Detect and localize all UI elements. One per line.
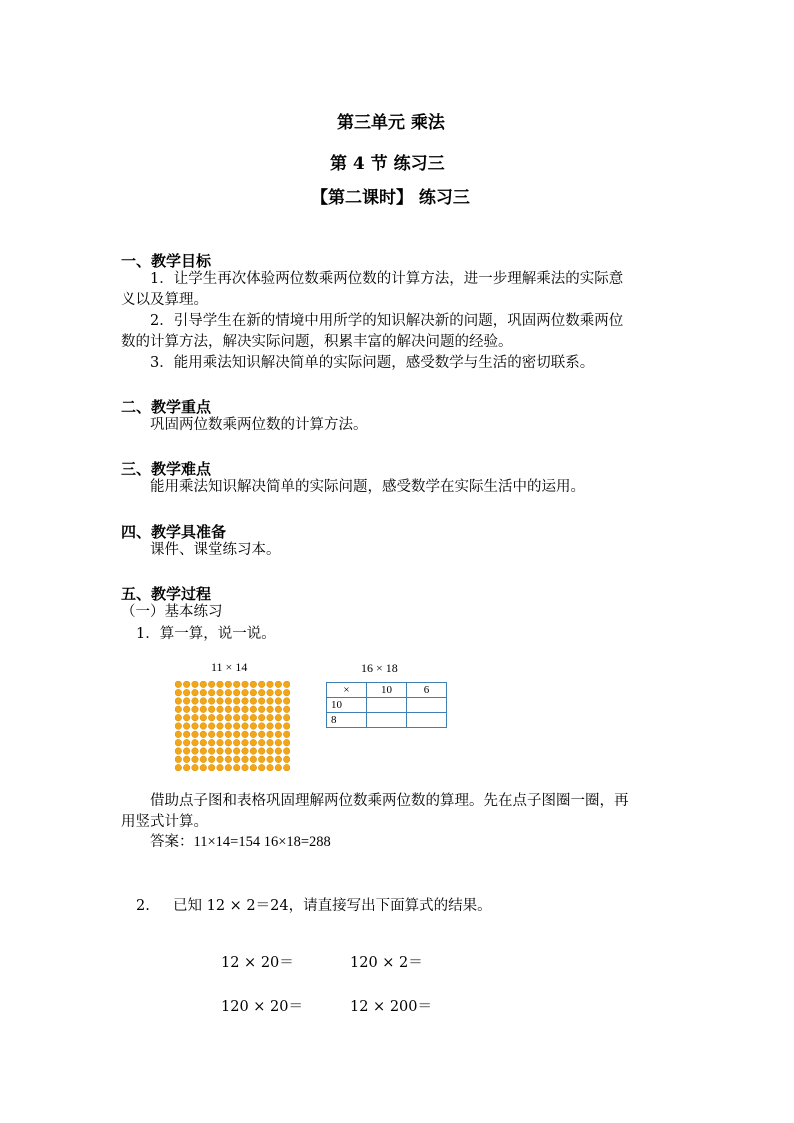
dot: [283, 764, 290, 771]
dot: [233, 689, 240, 696]
dot: [242, 706, 249, 713]
dot: [175, 756, 182, 763]
table-row: [327, 683, 447, 698]
dot: [200, 723, 207, 730]
dot: [242, 689, 249, 696]
dot: [217, 731, 224, 738]
dot: [225, 764, 232, 771]
dot: [217, 689, 224, 696]
dot: [208, 764, 215, 771]
dot: [258, 739, 265, 746]
dot: [192, 689, 199, 696]
table-cell: ×: [327, 683, 367, 698]
dot: [275, 714, 282, 721]
dot: [242, 681, 249, 688]
dot: [275, 681, 282, 688]
dot: [183, 706, 190, 713]
dot: [217, 706, 224, 713]
expression-4: 12 × 200＝: [350, 999, 432, 1015]
dot: [233, 748, 240, 755]
dot: [192, 723, 199, 730]
dot: [250, 731, 257, 738]
dot: [275, 731, 282, 738]
key-points-text: 巩固两位数乘两位数的计算方法。: [150, 417, 368, 433]
dot: [183, 689, 190, 696]
dot: [283, 698, 290, 705]
dot: [250, 698, 257, 705]
dot: [200, 756, 207, 763]
note-line-2: 用竖式计算。: [121, 814, 208, 830]
dot: [258, 764, 265, 771]
dot: [250, 681, 257, 688]
dot: [208, 756, 215, 763]
dot: [283, 739, 290, 746]
dot: [192, 739, 199, 746]
table-row: [327, 698, 447, 713]
dot: [183, 681, 190, 688]
dot: [233, 681, 240, 688]
dot: [275, 739, 282, 746]
process-subheading: （一）基本练习: [121, 604, 223, 620]
dot: [267, 698, 274, 705]
dot: [233, 723, 240, 730]
dot: [183, 714, 190, 721]
dot: [233, 698, 240, 705]
question-2-number: 2.: [136, 898, 150, 914]
dot: [200, 706, 207, 713]
dot: [242, 764, 249, 771]
dot: [275, 698, 282, 705]
dot: [233, 739, 240, 746]
dot: [183, 748, 190, 755]
dot: [242, 723, 249, 730]
dot: [275, 756, 282, 763]
dot: [217, 756, 224, 763]
dot: [200, 739, 207, 746]
dot: [275, 706, 282, 713]
dot: [175, 689, 182, 696]
dot: [225, 739, 232, 746]
dot: [258, 714, 265, 721]
dot: [192, 714, 199, 721]
key-points-heading: 二、教学重点: [121, 398, 212, 416]
dot-array-figure: [175, 681, 290, 771]
dot: [250, 714, 257, 721]
dot: [283, 706, 290, 713]
dot: [192, 748, 199, 755]
dot: [183, 731, 190, 738]
dot: [175, 723, 182, 730]
dot: [183, 723, 190, 730]
table-cell: [407, 713, 447, 728]
table-figure-label: 16 × 18: [361, 661, 398, 675]
dot: [175, 764, 182, 771]
dot: [267, 739, 274, 746]
table-cell: 6: [407, 683, 447, 698]
dot: [217, 739, 224, 746]
dot: [208, 731, 215, 738]
dot: [183, 756, 190, 763]
dot: [175, 748, 182, 755]
dot: [267, 723, 274, 730]
dot: [208, 689, 215, 696]
dot: [175, 681, 182, 688]
dot: [225, 698, 232, 705]
table-row: [327, 713, 447, 728]
dot: [275, 689, 282, 696]
dot: [217, 714, 224, 721]
dot: [233, 714, 240, 721]
dot: [200, 748, 207, 755]
dot: [175, 739, 182, 746]
goal-2-line-2: 数的计算方法，解决实际问题，积累丰富的解决问题的经验。: [121, 334, 513, 350]
dot: [267, 714, 274, 721]
dot: [283, 756, 290, 763]
dot: [217, 681, 224, 688]
dot: [233, 706, 240, 713]
dot: [208, 714, 215, 721]
dot: [258, 698, 265, 705]
dot: [200, 681, 207, 688]
dot: [208, 739, 215, 746]
table-cell: [367, 698, 407, 713]
dot: [225, 723, 232, 730]
dot: [183, 698, 190, 705]
question-2-text: 已知 12 × 2＝24，请直接写出下面算式的结果。: [173, 898, 492, 914]
dot: [192, 764, 199, 771]
dot: [225, 748, 232, 755]
dot: [200, 764, 207, 771]
dot: [275, 748, 282, 755]
dot: [283, 689, 290, 696]
dot: [192, 681, 199, 688]
dot: [175, 714, 182, 721]
question-1: 1．算一算，说一说。: [136, 626, 276, 642]
dot: [200, 698, 207, 705]
dot: [275, 764, 282, 771]
section-title: 第 4 节 练习三: [330, 154, 445, 174]
dot: [192, 731, 199, 738]
table-cell: 8: [327, 713, 367, 728]
dot: [183, 764, 190, 771]
dot: [242, 756, 249, 763]
difficulties-heading: 三、教学难点: [121, 460, 212, 478]
dot: [283, 723, 290, 730]
dot: [258, 706, 265, 713]
dot: [250, 723, 257, 730]
dot: [283, 714, 290, 721]
dot: [192, 756, 199, 763]
table-cell: 10: [367, 683, 407, 698]
dot: [217, 748, 224, 755]
dot: [175, 706, 182, 713]
dot: [258, 681, 265, 688]
dot: [267, 748, 274, 755]
dot: [225, 756, 232, 763]
dot: [175, 731, 182, 738]
dot: [267, 731, 274, 738]
dot: [225, 689, 232, 696]
dot: [258, 748, 265, 755]
dot: [267, 706, 274, 713]
dot: [242, 714, 249, 721]
dot: [200, 689, 207, 696]
dot: [283, 681, 290, 688]
dot: [192, 706, 199, 713]
dot: [225, 681, 232, 688]
dot: [233, 731, 240, 738]
dot: [258, 756, 265, 763]
dot: [208, 723, 215, 730]
dot: [225, 714, 232, 721]
dot: [208, 698, 215, 705]
dot: [208, 681, 215, 688]
expression-1: 12 × 20＝: [221, 955, 294, 971]
expression-3: 120 × 20＝: [221, 999, 303, 1015]
dot: [283, 731, 290, 738]
dot: [233, 756, 240, 763]
dot: [233, 764, 240, 771]
dot: [183, 739, 190, 746]
table-cell: [367, 713, 407, 728]
dot: [267, 681, 274, 688]
dot: [208, 706, 215, 713]
dot: [258, 689, 265, 696]
dot: [258, 731, 265, 738]
dot: [242, 739, 249, 746]
dot: [242, 698, 249, 705]
goals-heading: 一、教学目标: [121, 252, 212, 270]
goal-2-line-1: 2．引导学生在新的情境中用所学的知识解决新的问题，巩固两位数乘两位: [150, 313, 624, 329]
table-cell: 10: [327, 698, 367, 713]
difficulties-text: 能用乘法知识解决简单的实际问题，感受数学在实际生活中的运用。: [150, 479, 585, 495]
dot: [267, 689, 274, 696]
dot: [208, 748, 215, 755]
dot: [217, 723, 224, 730]
lesson-title: 【第二课时】 练习三: [311, 188, 470, 208]
goal-3: 3．能用乘法知识解决简单的实际问题，感受数学与生活的密切联系。: [150, 355, 595, 371]
goal-1-line-1: 1．让学生再次体验两位数乘两位数的计算方法，进一步理解乘法的实际意: [150, 271, 624, 287]
dot-figure-label: 11 × 14: [211, 660, 248, 674]
dot: [242, 731, 249, 738]
expression-2: 120 × 2＝: [350, 955, 423, 971]
dot: [225, 706, 232, 713]
materials-text: 课件、课堂练习本。: [150, 542, 281, 558]
dot: [283, 748, 290, 755]
table-cell: [407, 698, 447, 713]
note-line-1: 借助点子图和表格巩固理解两位数乘两位数的算理。先在点子图圈一圈，再: [150, 793, 629, 809]
dot: [250, 756, 257, 763]
dot: [175, 698, 182, 705]
dot: [200, 731, 207, 738]
dot: [275, 723, 282, 730]
dot: [267, 756, 274, 763]
dot: [250, 739, 257, 746]
dot: [258, 723, 265, 730]
dot: [217, 698, 224, 705]
dot: [250, 748, 257, 755]
process-heading: 五、教学过程: [121, 585, 212, 603]
goal-1-line-2: 义以及算理。: [121, 292, 208, 308]
dot: [192, 698, 199, 705]
answer-text: 答案：11×14=154 16×18=288: [150, 834, 331, 850]
unit-title: 第三单元 乘法: [337, 113, 445, 133]
dot: [242, 748, 249, 755]
multiplication-grid-table: [326, 682, 447, 728]
dot: [250, 689, 257, 696]
dot: [217, 764, 224, 771]
dot: [200, 714, 207, 721]
dot: [250, 706, 257, 713]
dot: [267, 764, 274, 771]
materials-heading: 四、教学具准备: [121, 523, 227, 541]
dot: [225, 731, 232, 738]
dot: [250, 764, 257, 771]
